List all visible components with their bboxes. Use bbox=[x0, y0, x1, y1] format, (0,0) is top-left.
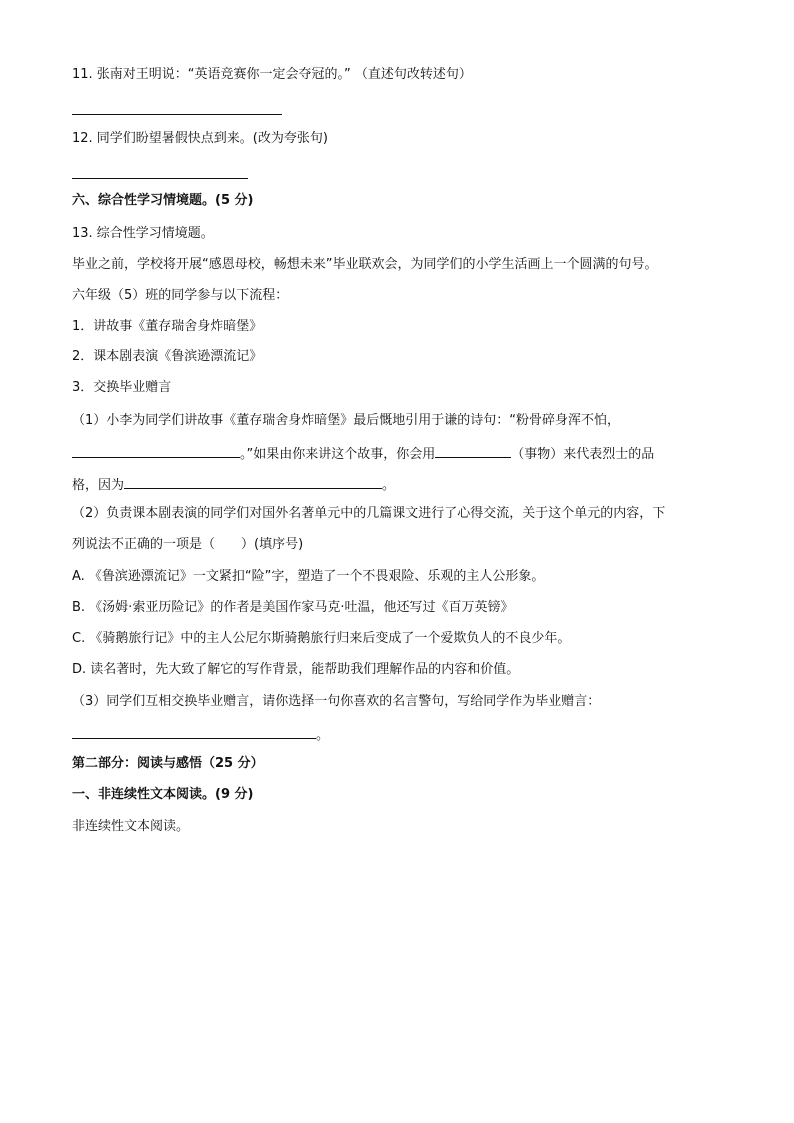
option-c: C. 《骑鹅旅行记》中的主人公尼尔斯骑鹅旅行归来后变成了一个爱欺负人的不良少年。 bbox=[72, 631, 571, 646]
section-6-heading: 六、综合性学习情境题。(5 分) bbox=[72, 193, 254, 208]
blank-farewell-message[interactable] bbox=[72, 724, 316, 739]
sub-question-1-text-b: （事物）来代表烈士的品 bbox=[511, 447, 655, 462]
part-2-heading: 第二部分：阅读与感悟（25 分） bbox=[72, 756, 264, 771]
blank-reason[interactable] bbox=[124, 474, 382, 489]
question-13-intro: 毕业之前，学校将开展“感恩母校，畅想未来”毕业联欢会，为同学们的小学生活画上一个圆满的句号。 bbox=[72, 257, 658, 272]
answer-line-11[interactable] bbox=[72, 114, 282, 115]
answer-line-12[interactable] bbox=[72, 178, 248, 179]
step-3: 3．交换毕业赠言 bbox=[72, 380, 172, 395]
blank-poem-line[interactable] bbox=[72, 443, 240, 458]
question-13-title: 13. 综合性学习情境题。 bbox=[72, 226, 214, 241]
sub-question-1-line-2 bbox=[72, 443, 654, 464]
question-11: 11. 张南对王明说：“英语竞赛你一定会夺冠的。” （直述句改转述句） bbox=[72, 67, 472, 82]
sub-question-1-end: 。 bbox=[382, 478, 396, 493]
step-2: 2．课本剧表演《鲁滨逊漂流记》 bbox=[72, 349, 263, 364]
reading-label: 非连续性文本阅读。 bbox=[72, 819, 190, 834]
section-1-heading: 一、非连续性文本阅读。(9 分) bbox=[72, 787, 254, 802]
step-1: 1．讲故事《董存瑞舍身炸暗堡》 bbox=[72, 319, 263, 334]
sub-question-3-line-1: （3）同学们互相交换毕业赠言，请你选择一句你喜欢的名言警句，写给同学作为毕业赠言： bbox=[72, 694, 601, 709]
question-12: 12. 同学们盼望暑假快点到来。(改为夸张句) bbox=[72, 131, 328, 146]
sub-question-2-line-2: 列说法不正确的一项是（ ）(填序号) bbox=[72, 537, 304, 552]
sub-question-1-line-3 bbox=[72, 474, 395, 495]
option-b: B. 《汤姆·索亚历险记》的作者是美国作家马克·吐温，他还写过《百万英镑》 bbox=[72, 600, 514, 615]
flow-intro: 六年级（5）班的同学参与以下流程： bbox=[72, 288, 289, 303]
sub-question-1-text-a: 。”如果由你来讲这个故事，你会用 bbox=[240, 447, 436, 462]
option-d: D. 读名著时，先大致了解它的写作背景，能帮助我们理解作品的内容和价值。 bbox=[72, 662, 520, 677]
sub-question-1-line-1: （1）小李为同学们讲故事《董存瑞舍身炸暗堡》最后慨地引用于谦的诗句：“粉骨碎身浑不怕， bbox=[72, 413, 621, 428]
sub-question-3-line-2 bbox=[72, 724, 329, 745]
sub-question-2-line-1: （2）负责课本剧表演的同学们对国外名著单元中的几篇课文进行了心得交流，关于这个单元的内容，下 bbox=[72, 506, 666, 521]
sub-question-3-end: 。 bbox=[316, 728, 330, 743]
sub-question-1-text-c: 格，因为 bbox=[72, 478, 125, 493]
blank-object[interactable] bbox=[435, 443, 511, 458]
option-a: A. 《鲁滨逊漂流记》一文紧扣“险”字，塑造了一个不畏艰险、乐观的主人公形象。 bbox=[72, 569, 545, 584]
